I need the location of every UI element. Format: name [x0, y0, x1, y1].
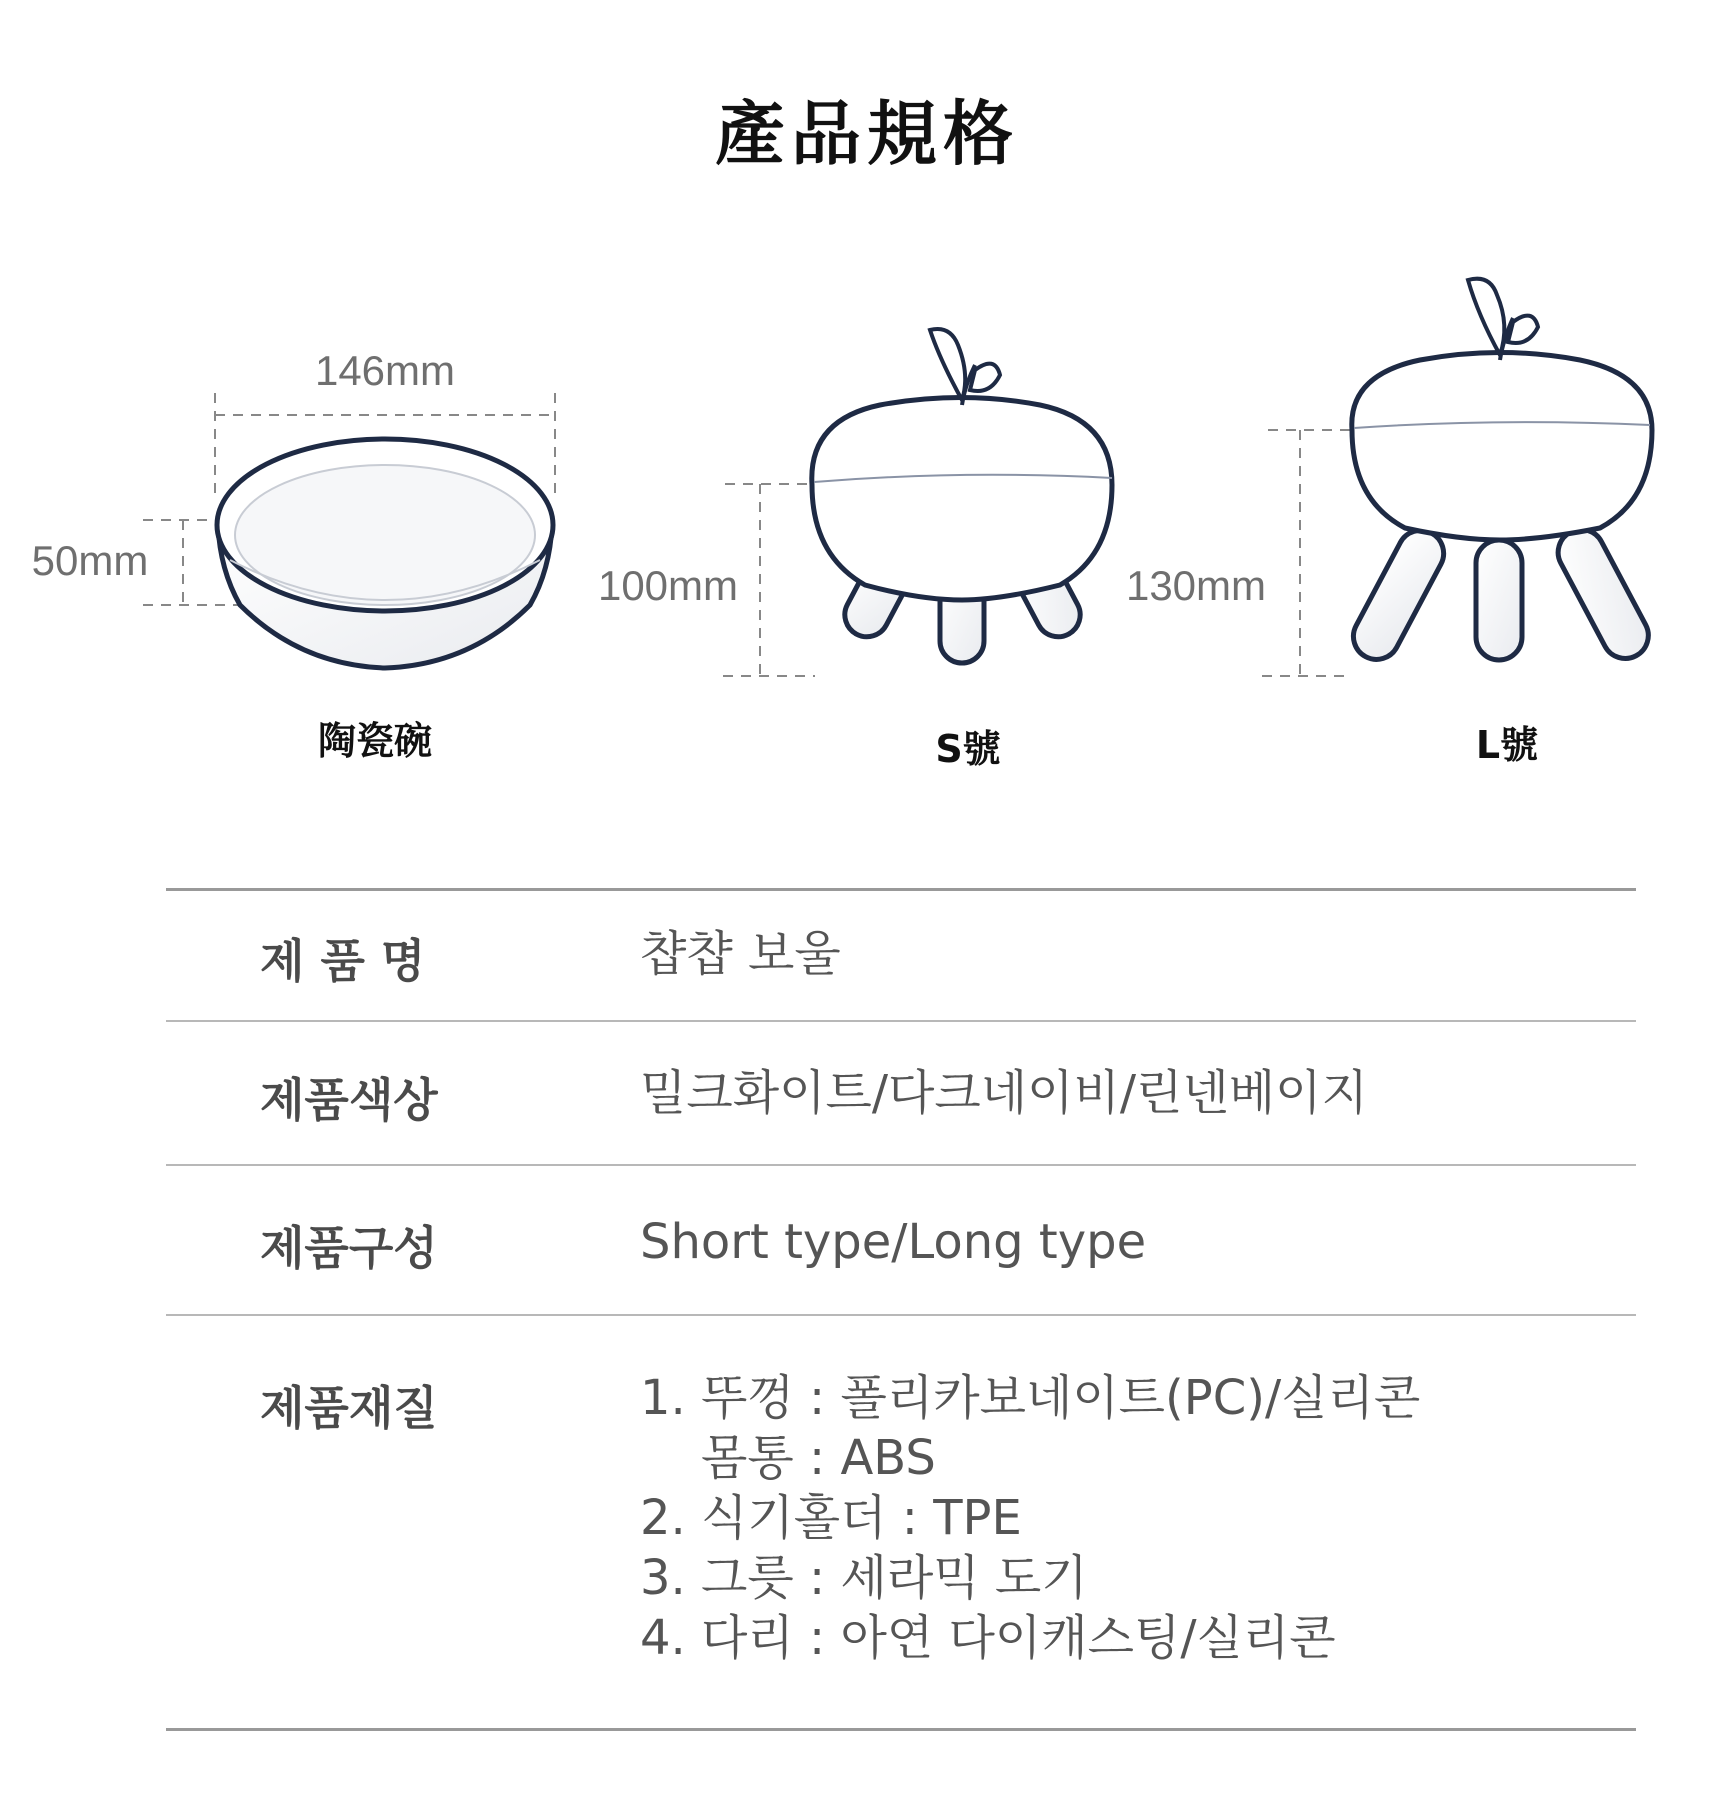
spec-label-material: 제품재질	[260, 1381, 438, 1435]
product-dimension-figure	[0, 0, 1734, 800]
spec-label-name: 제 품 명	[260, 934, 426, 988]
spec-label-composition: 제품구성	[260, 1221, 438, 1275]
table-row-divider	[166, 1314, 1636, 1316]
spec-value-line: 3. 그릇 : 세라믹 도기	[640, 1550, 1088, 1606]
spec-value-material	[640, 1368, 1420, 1668]
spec-value-line: 몸통 : ABS	[640, 1430, 936, 1486]
table-row-divider	[166, 1164, 1636, 1166]
page-title: 產品規格	[715, 93, 1019, 175]
spec-value-line: Short type/Long type	[640, 1214, 1147, 1270]
spec-value-line: 4. 다리 : 아연 다이캐스팅/실리콘	[640, 1610, 1336, 1666]
table-top-rule	[166, 888, 1636, 891]
spec-value-color	[640, 1063, 1368, 1123]
spec-value-line: 1. 뚜껑 : 폴리카보네이트(PC)/실리콘	[640, 1370, 1421, 1426]
spec-value-line: 2. 식기홀더 : TPE	[640, 1490, 1022, 1546]
bowl-caption: 陶瓷碗	[317, 719, 432, 763]
table-bottom-rule	[166, 1728, 1636, 1731]
large-height-label: 130mm	[1125, 562, 1267, 609]
spec-value-composition	[640, 1212, 1146, 1272]
bowl-width-label: 146mm	[314, 347, 456, 394]
spec-value-line: 밀크화이트/다크네이비/린넨베이지	[640, 1065, 1368, 1121]
bowl-height-label: 50mm	[31, 537, 149, 584]
spec-label-color: 제품색상	[260, 1073, 438, 1127]
large-caption: L號	[1475, 723, 1539, 767]
small-height-label: 100mm	[597, 562, 739, 609]
large-stand-illustration	[1262, 279, 1656, 676]
small-stand-illustration	[723, 329, 1112, 676]
ceramic-bowl-illustration	[143, 393, 555, 668]
small-caption: S號	[935, 727, 1001, 771]
spec-value-name	[640, 924, 841, 984]
table-row-divider	[166, 1020, 1636, 1022]
spec-value-line: 챱챱 보울	[640, 926, 841, 982]
